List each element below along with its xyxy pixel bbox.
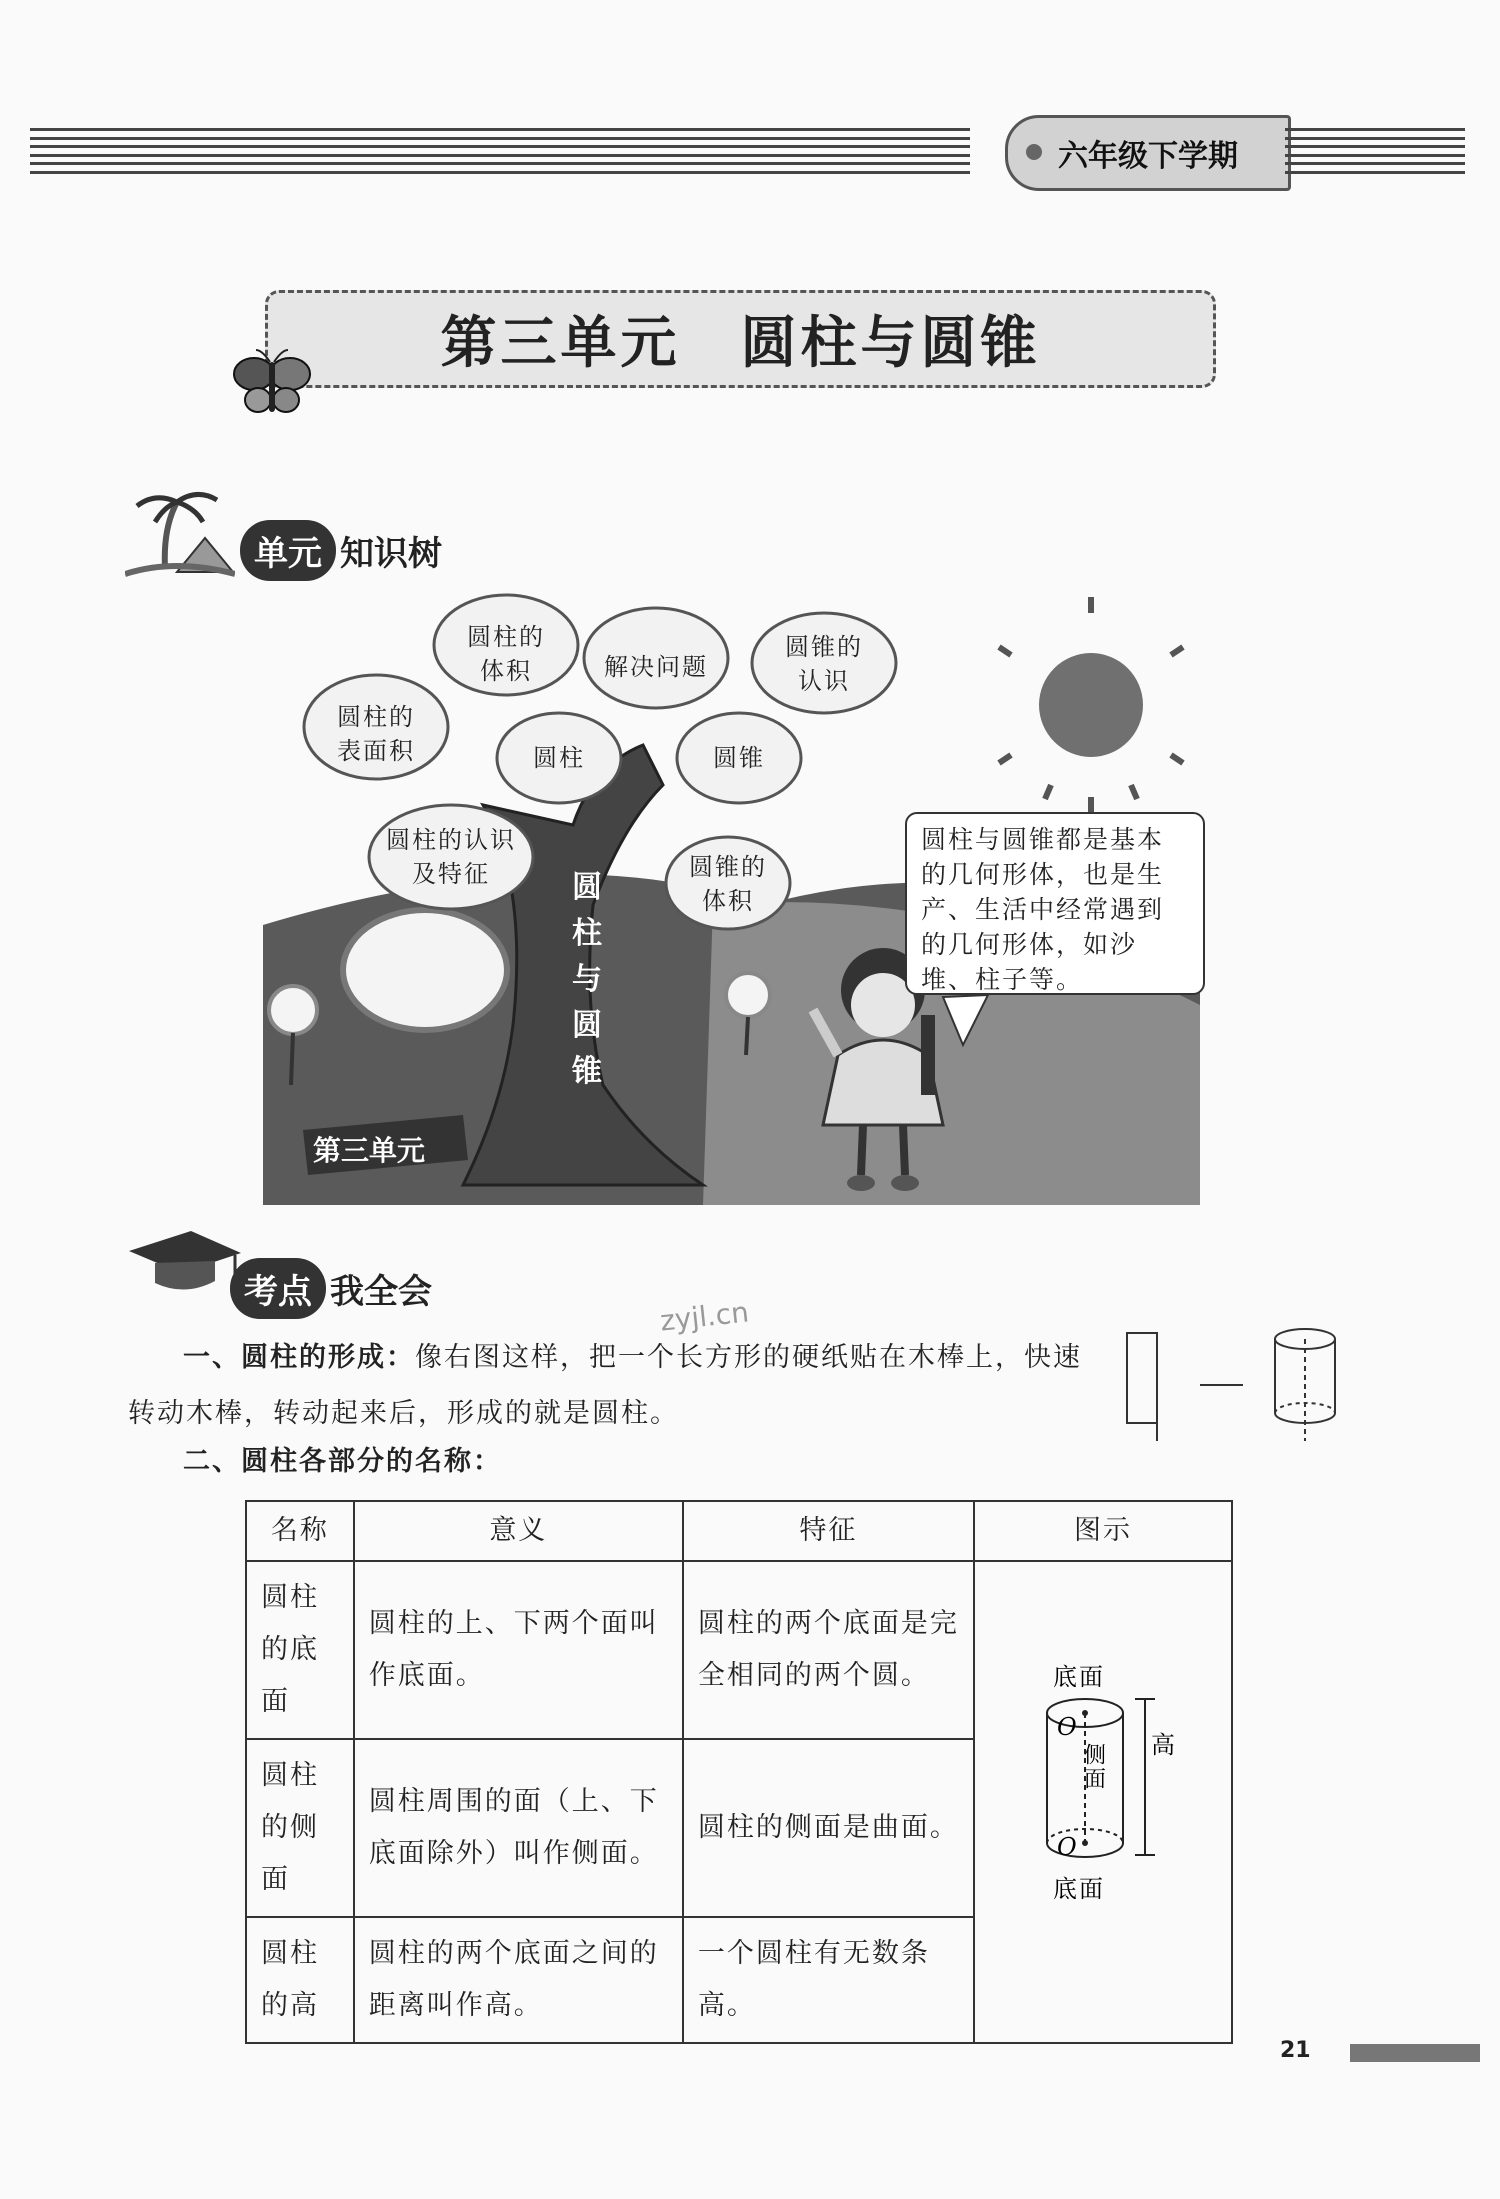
row-meaning: 圆柱的两个底面之间的距离叫作高。: [354, 1917, 683, 2043]
cloud-cone-know: [754, 630, 894, 698]
formation-lead: 一、圆柱的形成：: [183, 1342, 415, 1373]
tree-title-rest: 知识树: [340, 534, 442, 574]
page-number-block: [1280, 2038, 1480, 2064]
tab-dot: [1026, 144, 1042, 160]
cloud-cyl-know: [366, 823, 536, 891]
row-meaning: 圆柱的上、下两个面叫作底面。: [354, 1561, 683, 1739]
paragraph-parts: [183, 1434, 502, 1490]
watermark: zyjl.cn: [658, 1295, 751, 1338]
diagram-top-label: 底面: [1052, 1663, 1105, 1691]
parts-lead: 二、圆柱各部分的名称：: [183, 1446, 502, 1477]
unit-title: 第三单元 圆柱与圆锥: [440, 310, 1041, 376]
rectangle-to-cylinder-figure: [1125, 1325, 1350, 1445]
cloud-cone: [689, 741, 789, 775]
grade-label: 六年级下学期: [1058, 139, 1238, 174]
cloud-cyl-volume-l1: 圆柱的: [467, 623, 545, 651]
cloud-cyl-volume: [436, 620, 576, 688]
header-diagram: 图示: [974, 1501, 1232, 1561]
cloud-cyl-surface-l1: 圆柱的: [337, 703, 415, 731]
grade-tab: [1005, 115, 1291, 191]
points-title-rest: 我全会: [330, 1272, 432, 1312]
cloud-cone-volume-l2: 体积: [702, 887, 754, 915]
diagram-center-top: O: [1056, 1713, 1079, 1741]
cloud-cone-know-l1: 圆锥的: [785, 633, 863, 661]
graduation-cap-icon: [125, 1225, 245, 1305]
header-rule-left: [30, 128, 970, 174]
formation-text: 像右图这样，把一个长方形的硬纸贴在木棒上，快速转动木棒，转动起来后，形成的就是圆柱。: [128, 1342, 1082, 1429]
paragraph-formation: [128, 1330, 1108, 1442]
page-number-bar: [1350, 2044, 1480, 2062]
table-row: [246, 1561, 1232, 1739]
diagram-side-label: 侧面: [1080, 1743, 1106, 1791]
cylinder-diagram: [975, 1603, 1229, 1983]
cloud-cyl-know-l1: 圆柱的认识: [386, 826, 516, 854]
header-feature: 特征: [683, 1501, 974, 1561]
row-name: 圆柱的侧面: [246, 1739, 354, 1917]
row-name: 圆柱的高: [246, 1917, 354, 2043]
butterfly-icon: [232, 348, 312, 420]
tree-sign-text: 第三单元: [313, 1134, 426, 1167]
cloud-cyl-surface-l2: 表面积: [337, 737, 415, 765]
header-meaning: 意义: [354, 1501, 683, 1561]
header-rule-right: [1285, 128, 1465, 174]
tree-title-highlight: 单元: [240, 520, 336, 581]
cloud-cone-know-l2: 认识: [798, 667, 850, 695]
speech-bubble: 圆柱与圆锥都是基本的几何形体，也是生产、生活中经常遇到的几何形体，如沙堆、柱子等。: [905, 812, 1205, 995]
row-feature: 一个圆柱有无数条高。: [683, 1917, 974, 2043]
row-feature: 圆柱的侧面是曲面。: [683, 1739, 974, 1917]
diagram-bottom-label: 底面: [1052, 1875, 1105, 1903]
cloud-cyl-know-l2: 及特征: [412, 860, 490, 888]
row-meaning: 圆柱周围的面（上、下底面除外）叫作侧面。: [354, 1739, 683, 1917]
diagram-center-bottom: O: [1056, 1833, 1079, 1861]
tree-section-title: [240, 520, 442, 581]
unit-title-banner: [265, 290, 1216, 388]
cloud-cyl-l1: 圆柱: [533, 744, 585, 772]
cloud-cyl: [509, 741, 609, 775]
table-header-row: [246, 1501, 1232, 1561]
cloud-solve-l1: 解决问题: [604, 653, 708, 681]
row-feature: 圆柱的两个底面是完全相同的两个圆。: [683, 1561, 974, 1739]
cloud-cone-l1: 圆锥: [713, 744, 765, 772]
cloud-cone-volume-l1: 圆锥的: [689, 853, 767, 881]
header-name: 名称: [246, 1501, 354, 1561]
diagram-height-label: 高: [1150, 1731, 1177, 1759]
cloud-cone-volume: [678, 850, 778, 918]
cloud-solve: [586, 650, 726, 684]
points-title-highlight: 考点: [230, 1258, 326, 1319]
page-number: 21: [1280, 2038, 1311, 2063]
cylinder-parts-table: [245, 1500, 1233, 2044]
palm-tent-icon: [125, 488, 235, 578]
row-name: 圆柱的底面: [246, 1561, 354, 1739]
points-section-title: [230, 1258, 432, 1319]
cloud-cyl-surface: [306, 700, 446, 768]
cloud-cyl-volume-l2: 体积: [480, 657, 532, 685]
tree-trunk-text: 圆柱与圆锥: [572, 870, 604, 1089]
diagram-cell: [974, 1561, 1232, 2043]
